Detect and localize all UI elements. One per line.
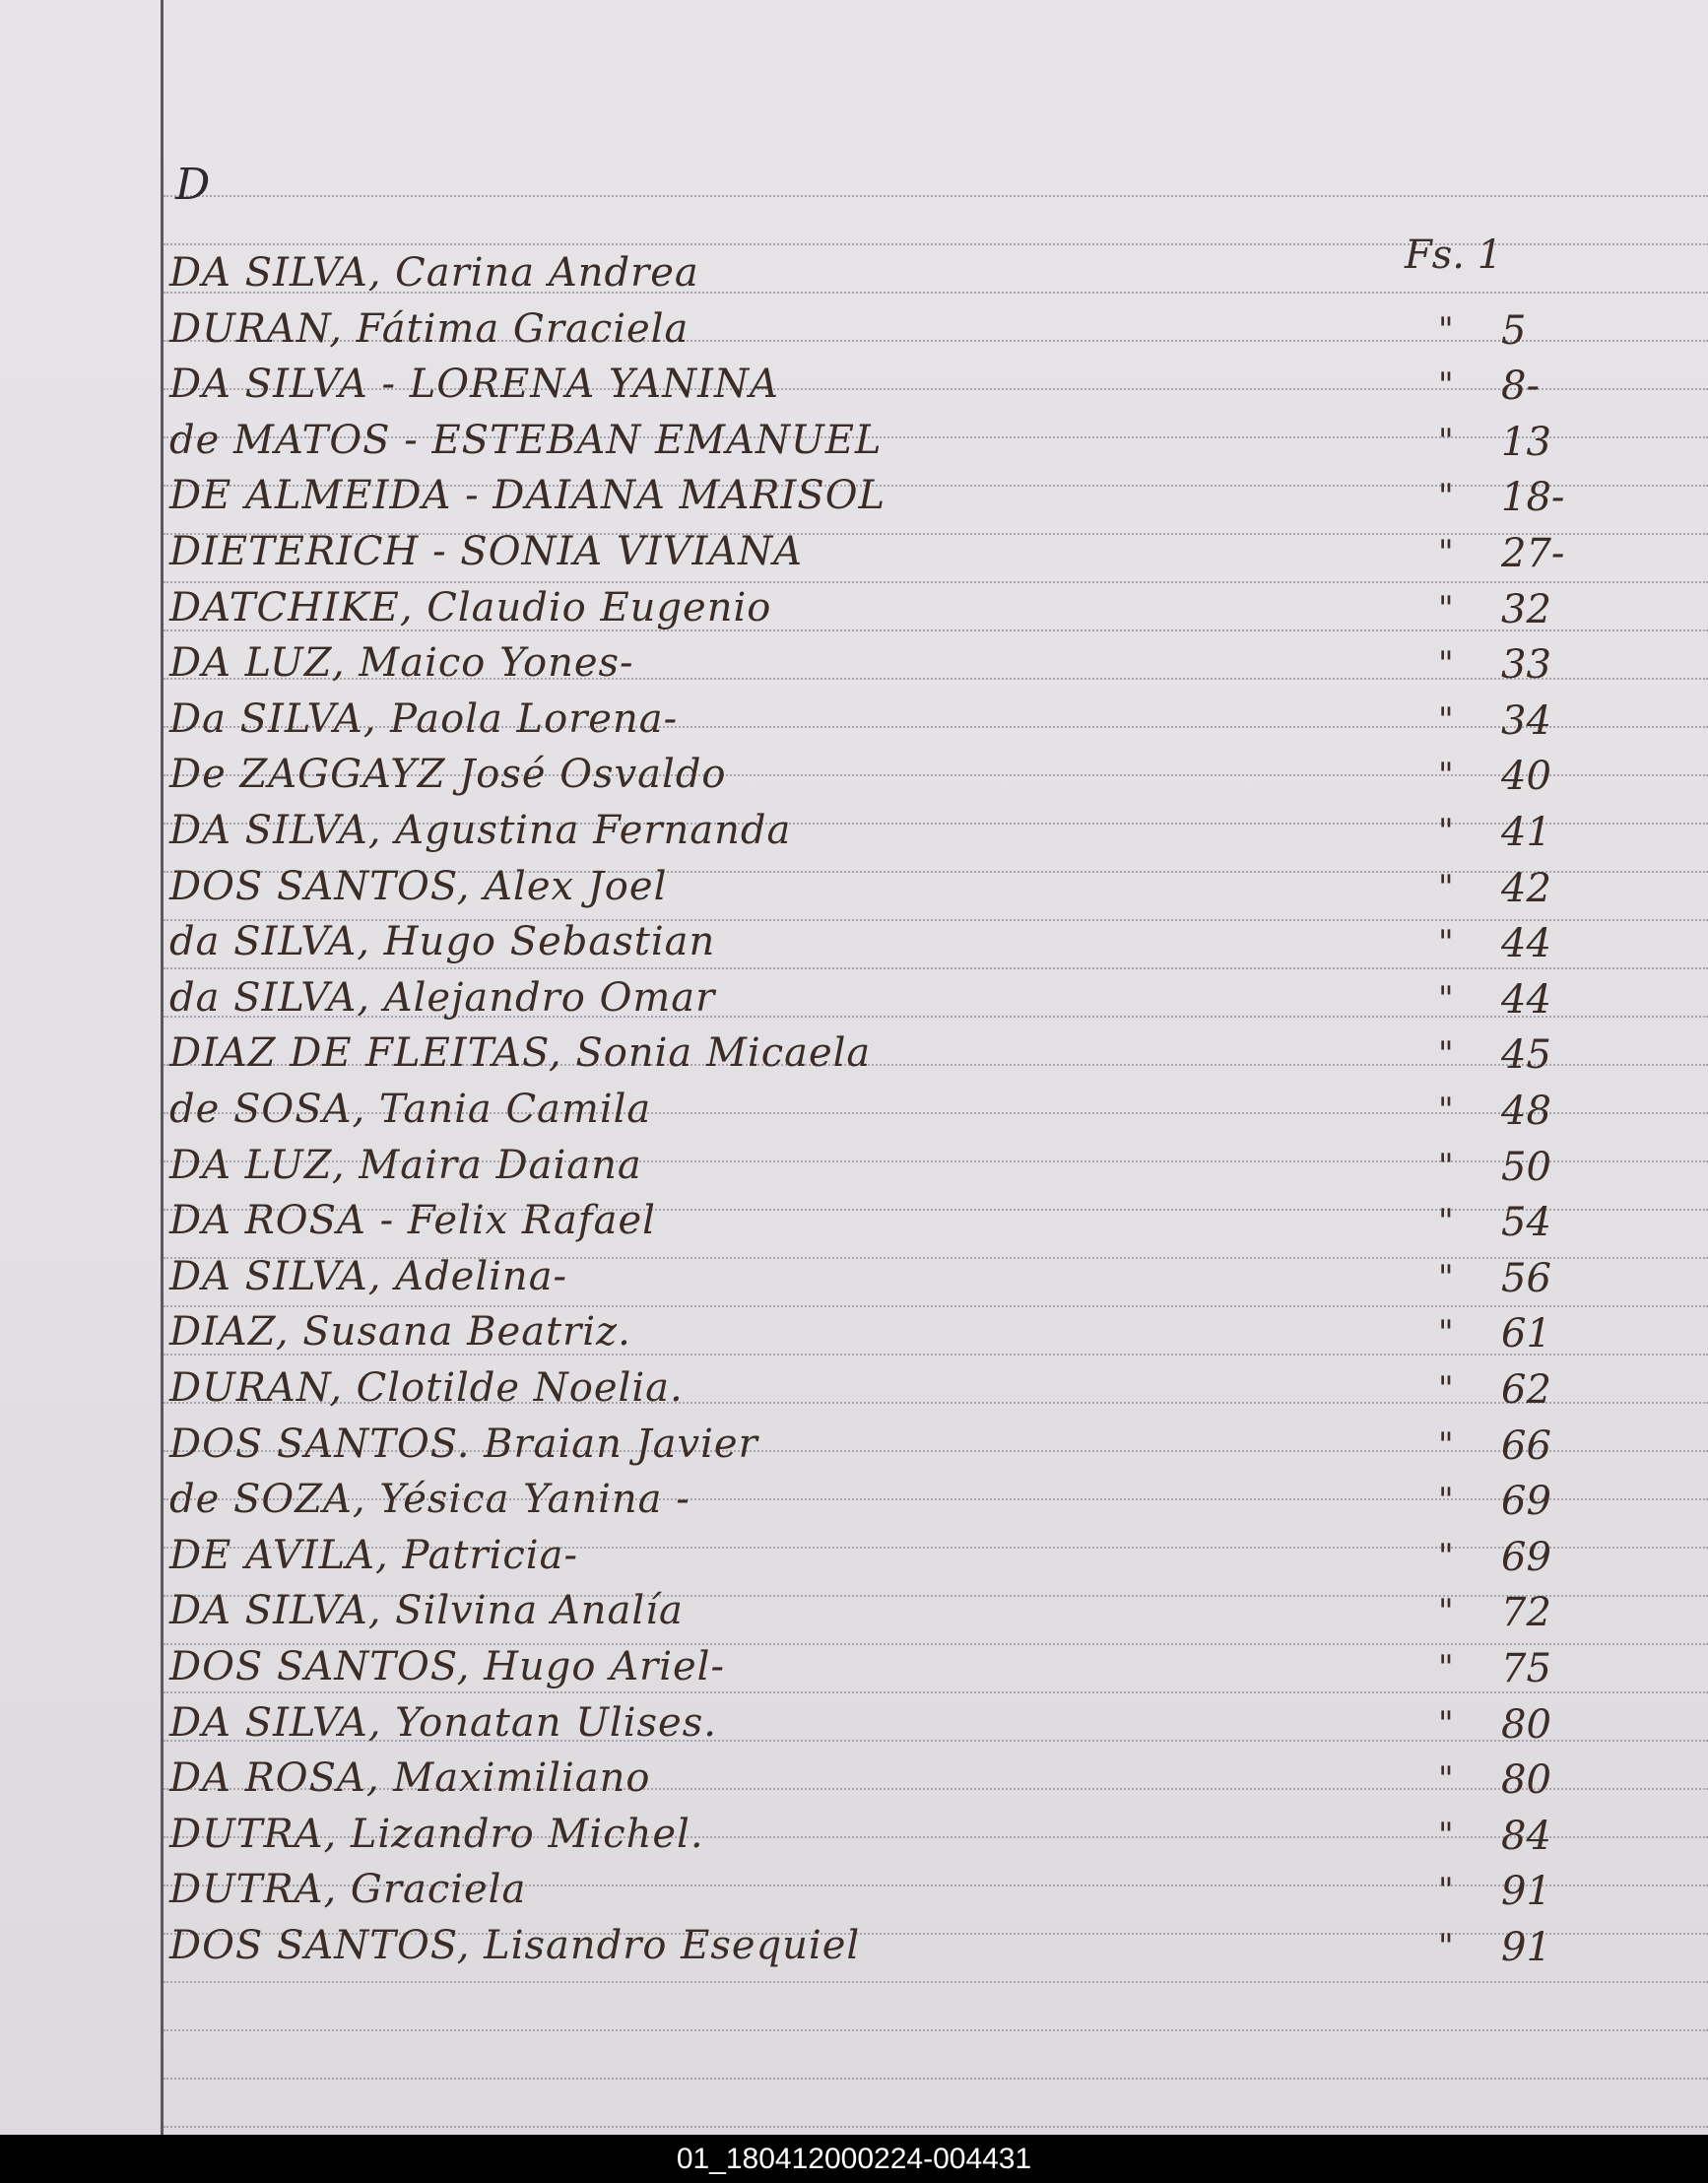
ruled-line — [164, 2078, 1708, 2080]
ditto-mark: " — [1438, 978, 1454, 1019]
entry-folio: 8- — [1501, 364, 1540, 410]
ditto-mark: " — [1438, 1313, 1454, 1354]
ditto-mark: " — [1438, 533, 1454, 572]
entry-folio: 33 — [1501, 642, 1551, 689]
list-item — [0, 1361, 1708, 1417]
entry-name: de SOZA, Yésica Yanina - — [169, 1477, 690, 1523]
entry-folio: 84 — [1501, 1813, 1551, 1859]
entry-name: DOS SANTOS, Hugo Ariel- — [169, 1644, 725, 1689]
ditto-mark: " — [1438, 1146, 1454, 1186]
entry-name: DUTRA, Lizandro Michel. — [169, 1811, 704, 1857]
entry-folio: 72 — [1501, 1590, 1551, 1636]
list-item — [0, 1026, 1708, 1082]
entry-name: de SOSA, Tania Camila — [169, 1087, 652, 1132]
ditto-mark: " — [1438, 1257, 1454, 1297]
entry-name: DIETERICH - SONIA VIVIANA — [169, 529, 804, 574]
entry-folio: 54 — [1501, 1200, 1551, 1246]
entry-folio: 48 — [1501, 1089, 1551, 1134]
list-item — [0, 1250, 1708, 1305]
ditto-mark: " — [1438, 1034, 1454, 1075]
ditto-mark: " — [1438, 1369, 1454, 1409]
ditto-mark: " — [1438, 309, 1454, 350]
list-item — [0, 804, 1708, 859]
entry-name: DA SILVA, Yonatan Ulises. — [169, 1699, 717, 1746]
scan-id-footer: 01_180412000224-004431 — [0, 2135, 1708, 2183]
ditto-mark: " — [1438, 812, 1454, 851]
ditto-mark: " — [1438, 1871, 1454, 1911]
entry-folio: 44 — [1501, 976, 1551, 1023]
list-item — [0, 414, 1708, 469]
folio-header: Fs. 1 — [1405, 232, 1503, 278]
ruled-line — [164, 2029, 1708, 2031]
list-item — [0, 971, 1708, 1026]
ditto-mark: " — [1438, 756, 1454, 796]
entry-folio: 5 — [1501, 307, 1527, 354]
entry-folio: 44 — [1501, 921, 1551, 967]
entry-name: DURAN, Fátima Graciela — [169, 305, 690, 352]
list-item — [0, 860, 1708, 915]
ditto-mark: " — [1438, 699, 1454, 740]
entry-name: DOS SANTOS, Alex Joel — [169, 863, 668, 909]
entry-name: DA LUZ, Maico Yones- — [169, 640, 634, 687]
index-letter: D — [175, 160, 211, 210]
ditto-mark: " — [1438, 1648, 1454, 1687]
ditto-mark: " — [1438, 1481, 1454, 1521]
entry-name: DURAN, Clotilde Noelia. — [169, 1365, 684, 1411]
entry-folio: 80 — [1501, 1701, 1551, 1748]
entry-folio: 27- — [1501, 531, 1565, 576]
entry-folio: 13 — [1501, 419, 1551, 465]
entry-name: DATCHIKE, Claudio Eugenio — [169, 584, 772, 630]
ditto-mark: " — [1438, 1703, 1454, 1744]
entry-folio: 66 — [1501, 1422, 1551, 1469]
list-item — [0, 1584, 1708, 1639]
list-item — [0, 1696, 1708, 1752]
entry-folio: 75 — [1501, 1646, 1551, 1691]
entry-name: Da SILVA, Paola Lorena- — [169, 695, 679, 742]
ditto-mark: " — [1438, 588, 1454, 628]
entry-name: DA SILVA, Agustina Fernanda — [169, 808, 792, 853]
entry-folio: 18- — [1501, 475, 1565, 521]
list-item — [0, 469, 1708, 524]
entry-name: DA SILVA, Silvina Analía — [169, 1588, 684, 1634]
entry-folio: 69 — [1501, 1479, 1551, 1525]
entry-name: DE ALMEIDA - DAIANA MARISOL — [169, 473, 887, 519]
list-item — [0, 1083, 1708, 1138]
entry-name: de MATOS - ESTEBAN EMANUEL — [169, 417, 883, 463]
entry-name: DIAZ DE FLEITAS, Sonia Micaela — [169, 1030, 872, 1077]
entry-folio: 61 — [1501, 1311, 1551, 1357]
entry-folio: 42 — [1501, 865, 1551, 911]
entry-name: DOS SANTOS, Lisandro Esequiel — [169, 1923, 861, 1968]
ditto-mark: " — [1438, 365, 1454, 406]
ditto-mark: " — [1438, 1592, 1454, 1632]
entry-folio: 32 — [1501, 586, 1551, 632]
list-item — [0, 1473, 1708, 1528]
entry-name: De ZAGGAYZ José Osvaldo — [169, 752, 727, 798]
entry-name: DA SILVA - LORENA YANINA — [169, 362, 779, 408]
list-item — [0, 1808, 1708, 1863]
ditto-mark: " — [1438, 1536, 1454, 1576]
ditto-mark: " — [1438, 1927, 1454, 1966]
ditto-mark: " — [1438, 867, 1454, 907]
entry-name: DUTRA, Graciela — [169, 1867, 527, 1913]
entry-name: da SILVA, Alejandro Omar — [169, 974, 716, 1021]
entry-folio: 40 — [1501, 754, 1551, 800]
ditto-mark: " — [1438, 1091, 1454, 1130]
entry-name: DIAZ, Susana Beatriz. — [169, 1309, 631, 1356]
entry-name: DA SILVA, Adelina- — [169, 1253, 568, 1299]
entry-folio: 41 — [1501, 810, 1551, 855]
list-item — [0, 1640, 1708, 1695]
entry-name: DA ROSA, Maximiliano — [169, 1755, 651, 1802]
entry-folio: 69 — [1501, 1534, 1551, 1580]
entry-folio: 91 — [1501, 1869, 1551, 1915]
ditto-mark: " — [1438, 1202, 1454, 1242]
entry-name: DOS SANTOS. Braian Javier — [169, 1421, 758, 1467]
ditto-mark: " — [1438, 421, 1454, 461]
entry-folio: 62 — [1501, 1367, 1551, 1413]
list-item — [0, 1863, 1708, 1918]
list-item — [0, 915, 1708, 970]
entry-folio: 50 — [1501, 1144, 1551, 1190]
list-item — [0, 1752, 1708, 1807]
ditto-mark: " — [1438, 1815, 1454, 1855]
list-item — [0, 693, 1708, 748]
entry-name: DA LUZ, Maira Daiana — [169, 1142, 642, 1188]
list-item — [0, 246, 1708, 301]
ruled-line — [164, 195, 1708, 197]
entry-folio: 45 — [1501, 1032, 1551, 1079]
list-item — [0, 358, 1708, 413]
ditto-mark: " — [1438, 1424, 1454, 1465]
list-item — [0, 302, 1708, 358]
list-item — [0, 1529, 1708, 1584]
list-item — [0, 581, 1708, 636]
list-item — [0, 1919, 1708, 1974]
ditto-mark: " — [1438, 477, 1454, 517]
list-item — [0, 1194, 1708, 1249]
ruled-line — [164, 2126, 1708, 2128]
list-item — [0, 1418, 1708, 1473]
entry-name: da SILVA, Hugo Sebastian — [169, 919, 716, 965]
list-item — [0, 748, 1708, 803]
list-item — [0, 525, 1708, 580]
list-item — [0, 636, 1708, 692]
ruled-line — [164, 1981, 1708, 1983]
entry-name: DA ROSA - Felix Rafael — [169, 1198, 656, 1244]
ditto-mark: " — [1438, 923, 1454, 963]
ditto-mark: " — [1438, 1759, 1454, 1800]
entry-folio: 91 — [1501, 1925, 1551, 1970]
entry-folio: 34 — [1501, 697, 1551, 744]
entry-folio: 56 — [1501, 1255, 1551, 1301]
list-item — [0, 1305, 1708, 1360]
entry-name: DA SILVA, Carina Andrea — [169, 250, 699, 296]
ditto-mark: " — [1438, 644, 1454, 685]
list-item — [0, 1139, 1708, 1194]
entry-name: DE AVILA, Patricia- — [169, 1532, 578, 1578]
entry-folio: 80 — [1501, 1757, 1551, 1804]
